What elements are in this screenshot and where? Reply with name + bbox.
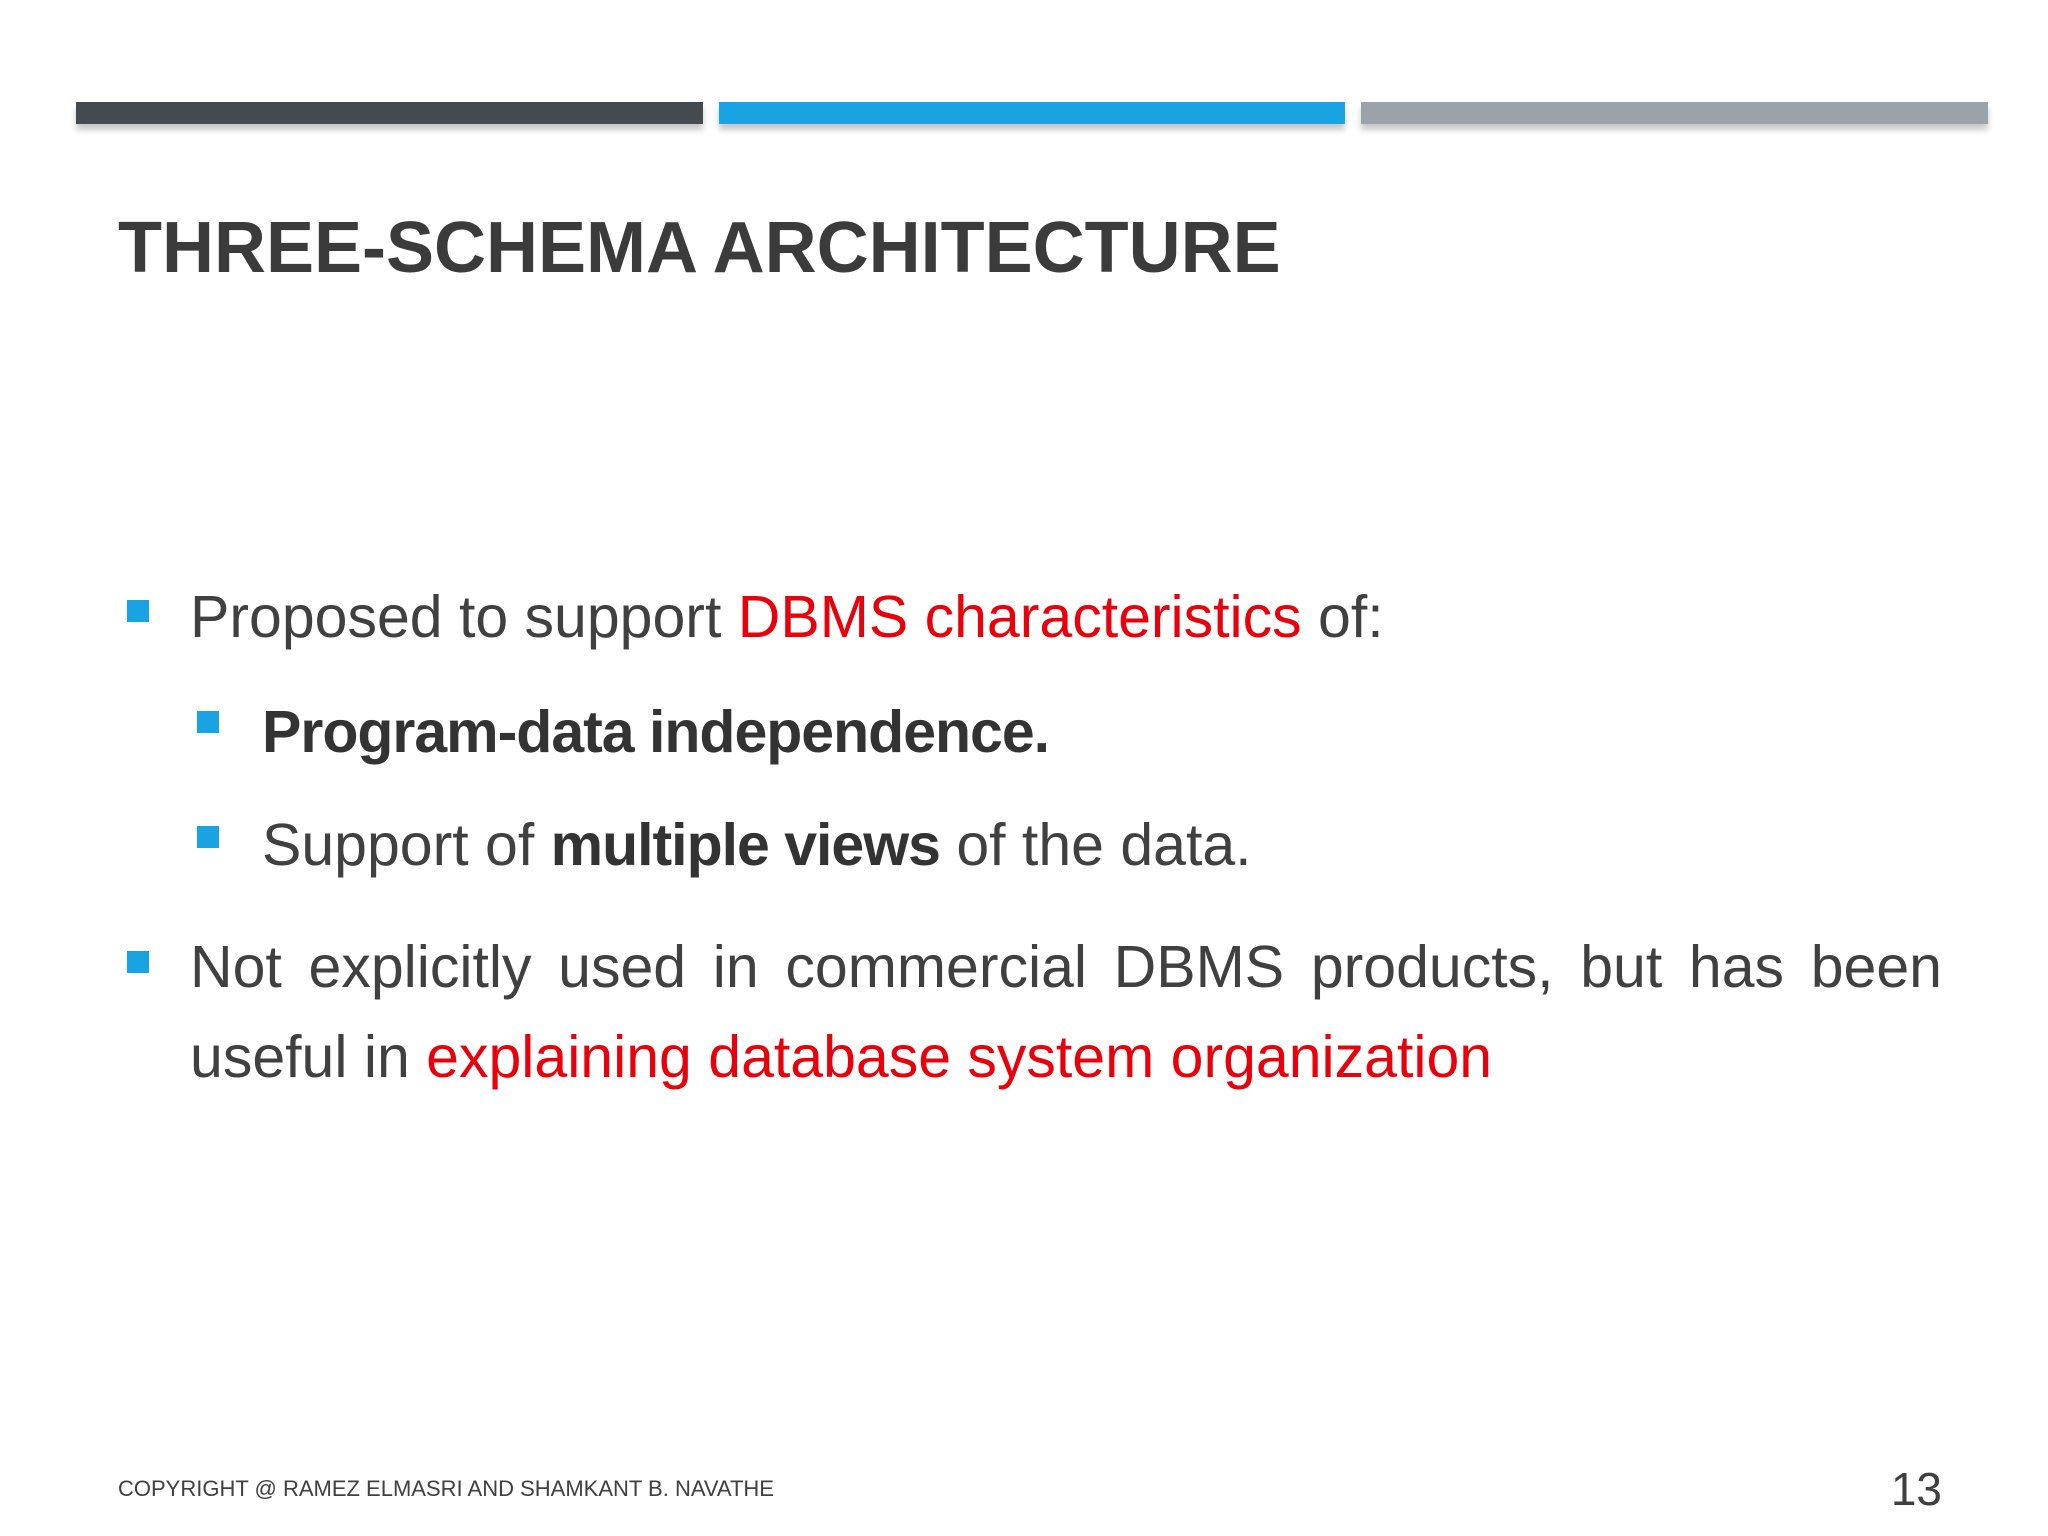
square-bullet-icon: [127, 951, 149, 973]
bullet-2-text: Not explicitly used in commercial DBMS products, but has been useful in: [190, 934, 1942, 1090]
bullet-1-text: Proposed to support: [190, 584, 738, 650]
bullet-2-highlight: explaining database system organization: [426, 1024, 1493, 1090]
square-bullet-icon: [197, 711, 219, 733]
slide-title: THREE-SCHEMA ARCHITECTURE: [118, 208, 1281, 288]
bullet-1-text-end: of:: [1301, 584, 1384, 650]
header-bar-blue: [719, 102, 1345, 124]
sub-bullet-1-bold: Program-data independence.: [262, 699, 1050, 765]
sub-bullet-2-bold: multiple views: [550, 812, 940, 878]
copyright-footer: COPYRIGHT @ RAMEZ ELMASRI AND SHAMKANT B. NAVATHE: [118, 1476, 774, 1501]
header-bar-gray: [1361, 102, 1988, 124]
square-bullet-icon: [197, 826, 219, 848]
page-number: 13: [1890, 1463, 1942, 1515]
sub-bullet-1: [262, 687, 1049, 777]
bullet-2: [190, 922, 1942, 1102]
bullet-1-highlight: DBMS characteristics: [737, 584, 1302, 650]
sub-bullet-2-text-end: of the data.: [939, 812, 1252, 878]
sub-bullet-2: [262, 800, 1252, 890]
header-bar-dark: [76, 102, 703, 124]
sub-bullet-2-text: Support of: [262, 812, 551, 878]
square-bullet-icon: [127, 600, 149, 622]
bullet-1: [190, 572, 1384, 662]
